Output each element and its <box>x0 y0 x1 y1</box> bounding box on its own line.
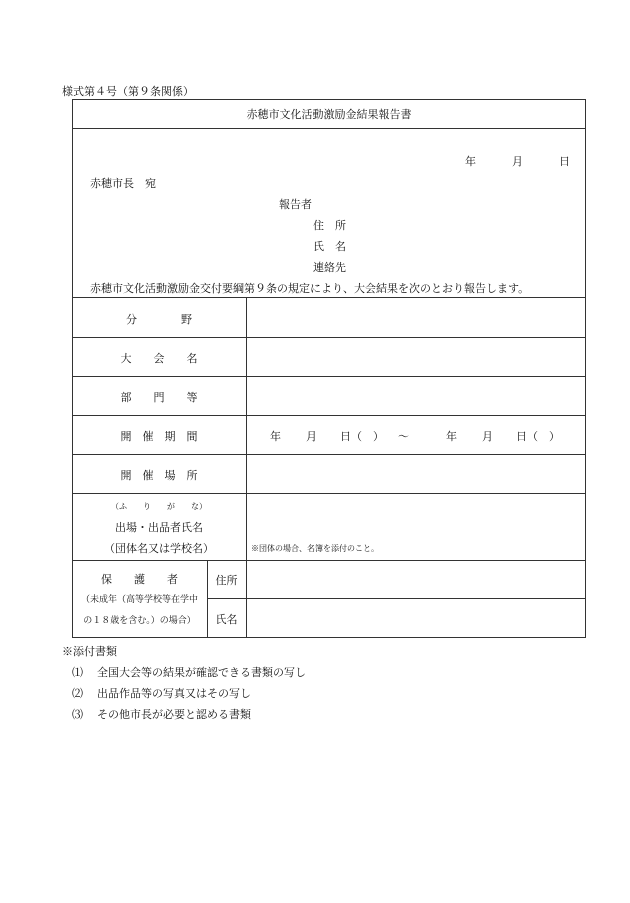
participant-sub-label: （団体名又は学校名） <box>104 542 214 555</box>
guardian-note-line2: の１８歳を含む。）の場合） <box>83 616 196 626</box>
period-tilde: ～ <box>398 430 409 443</box>
row-line-4 <box>72 454 586 455</box>
label-column-line <box>246 297 247 638</box>
title-divider-line <box>72 128 586 129</box>
frame-left-line <box>72 99 73 638</box>
reporter-label: 報告者 <box>279 198 312 211</box>
row-line-1 <box>72 337 586 338</box>
intro-text: 赤穂市文化活動激励金交付要綱第９条の規定により、大会結果を次のとおり報告します。 <box>90 282 530 295</box>
event-name-label: 大 会 名 <box>120 352 198 365</box>
period-end-day: 日（ ） <box>516 430 560 443</box>
frame-top-line <box>72 99 586 100</box>
period-start-month: 月 <box>306 430 317 443</box>
attachment-number-1: ⑴ <box>72 666 83 679</box>
group-roster-note: ※団体の場合、名簿を添付のこと。 <box>251 544 379 553</box>
period-start-day: 日（ ） <box>340 430 384 443</box>
guardian-name-label: 氏名 <box>215 613 238 626</box>
date-day: 日 <box>559 155 570 168</box>
row-line-6 <box>72 560 586 561</box>
division-label: 部 門 等 <box>120 391 198 404</box>
row-line-5 <box>72 493 586 494</box>
reporter-contact-label: 連絡先 <box>313 261 346 274</box>
form-number: 様式第４号（第９条関係） <box>62 85 194 98</box>
addressee: 赤穂市長 宛 <box>90 177 156 190</box>
attachment-number-3: ⑶ <box>72 708 83 721</box>
period-label: 開 催 期 間 <box>120 430 198 443</box>
frame-right-line <box>585 99 586 638</box>
attachment-item-1: 全国大会等の結果が確認できる書類の写し <box>97 666 306 679</box>
reporter-name-label: 氏 名 <box>313 240 346 253</box>
furigana-label: （ふ り が な） <box>111 502 207 511</box>
frame-bottom-line <box>72 637 586 638</box>
document-title: 赤穂市文化活動激励金結果報告書 <box>246 108 412 121</box>
attachment-number-2: ⑵ <box>72 687 83 700</box>
guardian-label: 保 護 者 <box>101 573 178 586</box>
guardian-note-line1: （未成年（高等学校等在学中 <box>80 595 198 605</box>
reporter-address-label: 住 所 <box>313 219 346 232</box>
date-year: 年 <box>465 155 476 168</box>
row-line-2 <box>72 376 586 377</box>
guardian-address-label: 住所 <box>215 574 238 587</box>
row-line-3 <box>72 415 586 416</box>
field-label: 分 野 <box>126 313 192 326</box>
attachment-item-3: その他市長が必要と認める書類 <box>97 708 251 721</box>
participant-label: 出場・出品者氏名 <box>115 521 203 534</box>
table-top-line <box>72 297 586 298</box>
period-end-year: 年 <box>446 430 457 443</box>
attachments-heading: ※添付書類 <box>62 645 117 658</box>
date-month: 月 <box>512 155 523 168</box>
venue-label: 開 催 場 所 <box>120 469 198 482</box>
attachment-item-2: 出品作品等の写真又はその写し <box>97 687 251 700</box>
period-start-year: 年 <box>270 430 281 443</box>
guardian-split-line <box>207 598 586 599</box>
period-end-month: 月 <box>482 430 493 443</box>
